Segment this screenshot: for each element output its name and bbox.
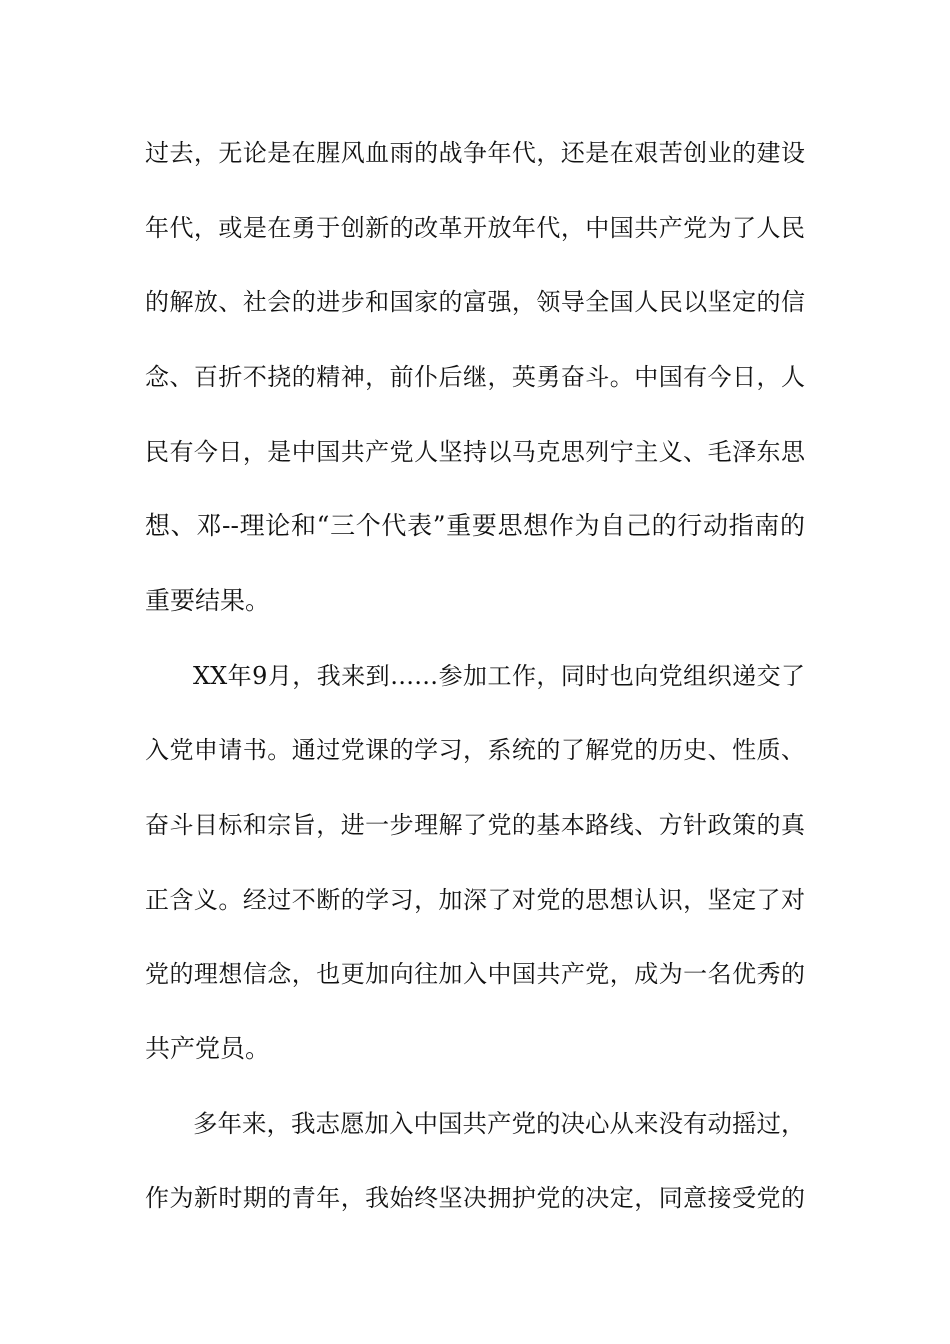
text-line-6: 想、邓--理论和“三个代表”重要思想作为自己的行动指南的 — [145, 511, 805, 540]
text-line-11: 正含义。经过不断的学习，加深了对党的思想认识，坚定了对 — [145, 886, 805, 914]
text-line-5: 民有今日，是中国共产党人坚持以马克思列宁主义、毛泽东思 — [145, 438, 805, 466]
text-line-13: 共产党员。 — [145, 1034, 271, 1063]
text-line-10: 奋斗目标和宗旨，进一步理解了党的基本路线、方针政策的真 — [145, 811, 805, 839]
text-line-12: 党的理想信念，也更加向往加入中国共产党，成为一名优秀的 — [145, 960, 805, 988]
text-line-7: 重要结果。 — [145, 586, 271, 615]
text-line-9: 入党申请书。通过党课的学习，系统的了解党的历史、性质、 — [145, 736, 805, 764]
text-line-8: XX年9月，我来到……参加工作，同时也向党组织递交了 — [193, 662, 805, 690]
text-line-3: 的解放、社会的进步和国家的富强，领导全国人民以坚定的信 — [145, 288, 805, 316]
text-line-14: 多年来，我志愿加入中国共产党的决心从来没有动摇过， — [193, 1109, 806, 1138]
text-line-15: 作为新时期的青年，我始终坚决拥护党的决定，同意接受党的 — [145, 1184, 805, 1212]
text-line-4: 念、百折不挠的精神，前仆后继，英勇奋斗。中国有今日，人 — [145, 363, 805, 391]
text-line-2: 年代，或是在勇于创新的改革开放年代，中国共产党为了人民 — [145, 214, 805, 242]
text-line-1: 过去，无论是在腥风血雨的战争年代，还是在艰苦创业的建设 — [145, 139, 805, 167]
